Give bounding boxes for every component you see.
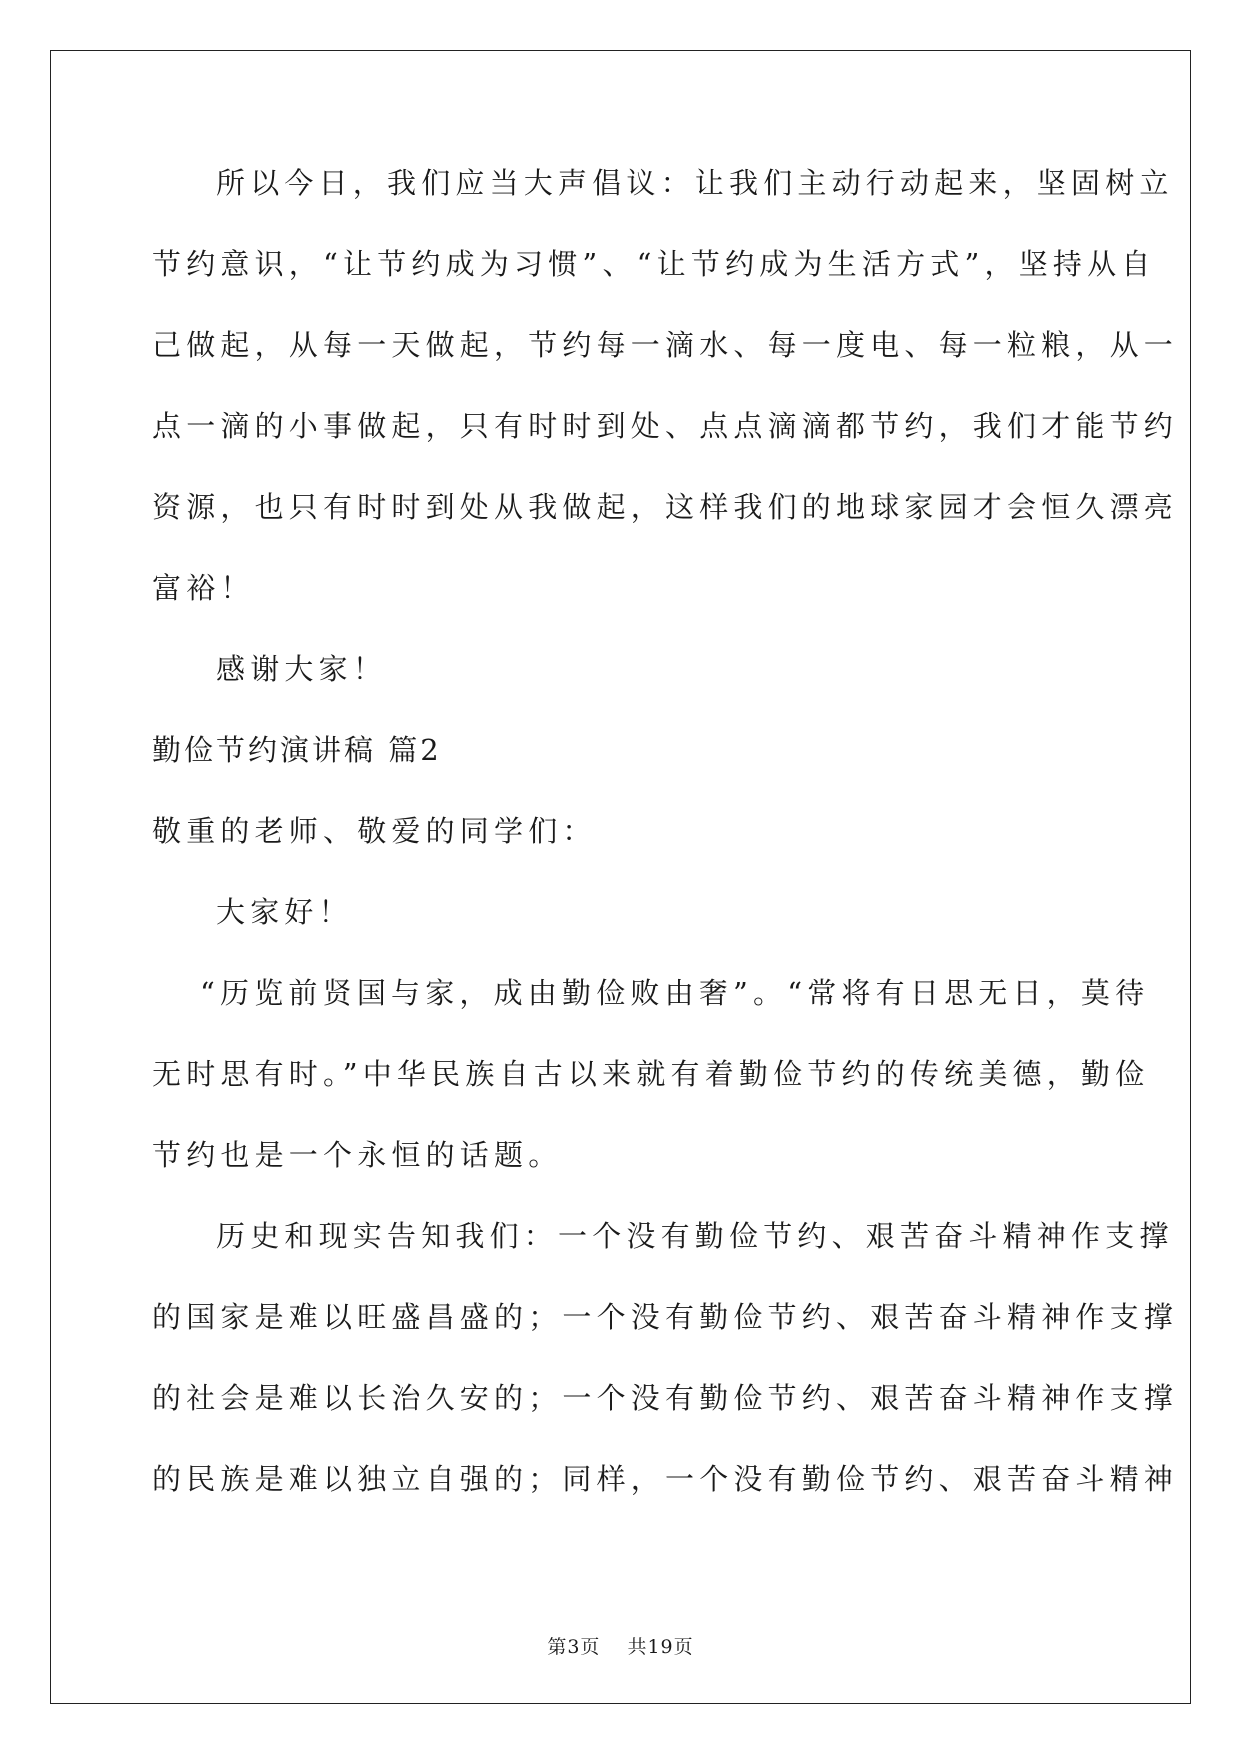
paragraph-line: “历览前贤国与家，成由勤俭败由奢”。“常将有日思无日，莫待 (200, 976, 1150, 1010)
greeting: 大家好！ (216, 895, 353, 929)
paragraph-line: 己做起，从每一天做起，节约每一滴水、每一度电、每一粒粮，从一 (152, 328, 1179, 362)
page-number: 第3页 (547, 1636, 601, 1658)
paragraph-line: 无时思有时。”中华民族自古以来就有着勤俭节约的传统美德，勤俭 (152, 1057, 1150, 1091)
paragraph-line: 的民族是难以独立自强的；同样，一个没有勤俭节约、艰苦奋斗精神 (152, 1462, 1179, 1496)
paragraph-line: 节约也是一个永恒的话题。 (152, 1138, 563, 1172)
paragraph-line: 所以今日，我们应当大声倡议：让我们主动行动起来，坚固树立 (216, 166, 1174, 200)
salutation: 敬重的老师、敬爱的同学们： (152, 814, 597, 848)
document-body (152, 160, 1179, 1537)
paragraph-line: 资源，也只有时时到处从我做起，这样我们的地球家园才会恒久漂亮 (152, 490, 1179, 524)
paragraph-line: 富裕！ (152, 571, 255, 605)
paragraph-line: 点一滴的小事做起，只有时时到处、点点滴滴都节约，我们才能节约 (152, 409, 1179, 443)
paragraph-line: 节约意识，“让节约成为习惯”、“让节约成为生活方式”，坚持从自 (152, 247, 1156, 281)
paragraph-line: 的国家是难以旺盛昌盛的；一个没有勤俭节约、艰苦奋斗精神作支撑 (152, 1300, 1179, 1334)
paragraph-line: 的社会是难以长治久安的；一个没有勤俭节约、艰苦奋斗精神作支撑 (152, 1381, 1179, 1415)
section-heading: 勤俭节约演讲稿 篇2 (152, 733, 442, 767)
paragraph-line: 感谢大家！ (216, 652, 388, 686)
paragraph-line: 历史和现实告知我们：一个没有勤俭节约、艰苦奋斗精神作支撑 (216, 1219, 1174, 1253)
page-footer (0, 1632, 1241, 1659)
page-total: 共19页 (627, 1636, 694, 1658)
